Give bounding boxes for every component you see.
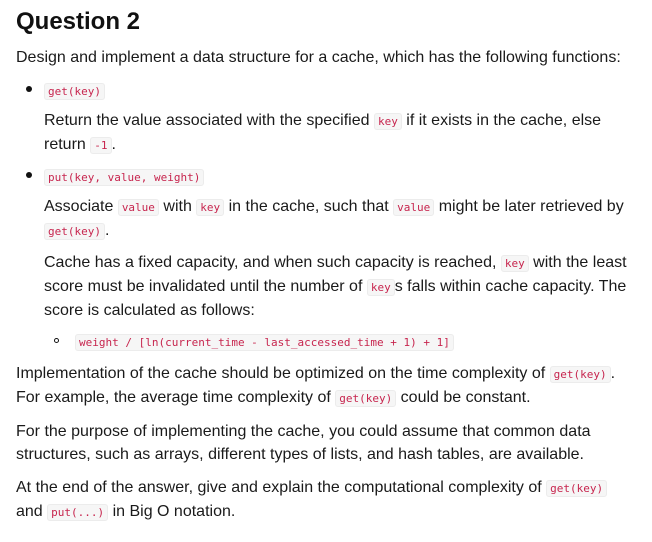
code-put-signature: put(key, value, weight) [44, 169, 204, 186]
text-span: in Big O notation. [108, 503, 236, 520]
score-formula-item [44, 330, 636, 354]
intro-paragraph: Design and implement a data structure for a cache, which has the following functions: [16, 49, 621, 66]
put-description [44, 195, 636, 243]
circle-bullet-icon [54, 338, 59, 343]
get-description [44, 109, 636, 157]
text-span: in the cache, such that [224, 198, 394, 215]
text-span: At the end of the answer, give and explain the computational complexity of [16, 479, 547, 496]
optimization-paragraph [16, 362, 636, 410]
bullet-icon [26, 172, 32, 178]
text-span: . [104, 222, 110, 239]
text-span: with [158, 198, 197, 215]
text-span: might be later retrieved by [434, 198, 624, 215]
text-span: . [111, 136, 116, 153]
code-value: value [393, 199, 434, 216]
text-span: Associate [44, 198, 118, 215]
text-span: Implementation of the cache should be optimized on the time complexity of [16, 365, 550, 382]
text-span: if it exists in the cache, else return [44, 112, 602, 153]
code-get-key: get(key) [44, 223, 105, 240]
text-span: with the least score must be invalidated until the number of [44, 254, 627, 295]
text-span: Cache has a fixed capacity, and when such capacity is reached, [44, 254, 501, 271]
function-description [44, 195, 636, 354]
function-item-get [16, 79, 636, 157]
score-formula-list [44, 330, 636, 354]
complexity-paragraph [16, 476, 636, 524]
text-span: . For example, the average time complexity of [16, 365, 616, 406]
code-get-signature: get(key) [44, 83, 105, 100]
text-span: s falls within cache capacity. The score is calculated as follows: [44, 278, 627, 319]
assumption-paragraph: For the purpose of implementing the cache, you could assume that common data structures, such as arrays, different types of lists, and hash tables, are available. [16, 423, 591, 463]
function-description [44, 109, 636, 157]
code-get-key: get(key) [335, 390, 396, 407]
code-key: key [196, 199, 224, 216]
code-key: key [374, 113, 402, 130]
code-key: key [501, 255, 529, 272]
code-value: value [118, 199, 159, 216]
code-put-ellipsis: put(...) [47, 504, 108, 521]
text-span: Return the value associated with the specified [44, 112, 374, 129]
code-minus-one: -1 [90, 137, 111, 154]
code-get-key: get(key) [550, 366, 611, 383]
function-item-put [16, 165, 636, 354]
text-span: and [16, 503, 48, 520]
code-get-key: get(key) [546, 480, 607, 497]
text-span: could be constant. [396, 389, 531, 406]
capacity-description [44, 251, 636, 322]
function-signature [44, 79, 636, 103]
function-list [16, 79, 636, 354]
code-key: key [367, 279, 395, 296]
code-score-formula: weight ∕ [ln(current_time - last_accessed_time + 1) + 1] [75, 334, 454, 351]
bullet-icon [26, 86, 32, 92]
question-title: Question 2 [16, 8, 141, 35]
function-signature [44, 165, 636, 189]
